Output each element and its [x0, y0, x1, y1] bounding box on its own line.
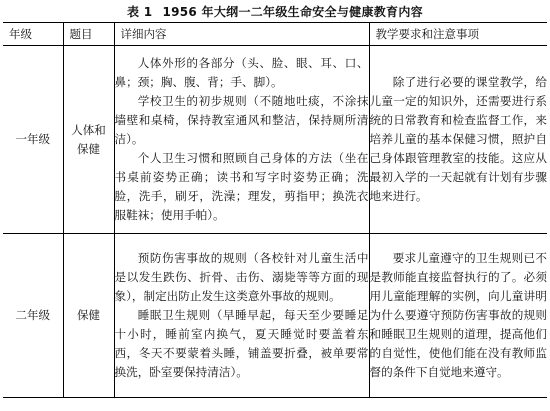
- header-row: [3, 23, 547, 46]
- table-number: 表 1: [127, 5, 153, 19]
- header-grade: 年级: [3, 23, 63, 46]
- topic-cell: [63, 46, 114, 234]
- header-topic: 题目: [63, 23, 114, 46]
- detail-paragraph: 学校卫生的初步规则（不随地吐痰，不涂抹墙壁和桌椅，保持教室通风和整洁，保持厕所清洁）。: [114, 94, 369, 146]
- table-row-grade-2: [3, 234, 547, 398]
- header-requirements: 教学要求和注意事项: [369, 23, 547, 46]
- requirements-cell: [369, 234, 547, 398]
- table-title: 1956 年大纲一二年级生命安全与健康教育内容: [162, 5, 423, 19]
- grade-cell: 二年级: [3, 234, 63, 398]
- detail-paragraph: 个人卫生习惯和照顾自己身体的方法（坐在书桌前姿势正确；读书和写字时姿势正确；洗脸，洗手，刷牙，洗澡；理发，剪指甲；换洗衣服鞋袜；使用手帕）。: [114, 151, 369, 222]
- topic-cell: 保健: [63, 234, 114, 398]
- content-table: [3, 22, 547, 398]
- table-row-grade-1: [3, 46, 547, 234]
- requirements-cell: [369, 46, 547, 234]
- requirements-paragraph: 除了进行必要的课堂教学，给儿童一定的知识外，还需要进行系统的日常教育和检查监督工作，来培养儿童的基本保健习惯，照护自己身体跟管理教室的技能。这应从最初入学的一天起就有计划有步骤地来进行。: [369, 75, 547, 203]
- grade-cell: 一年级: [3, 46, 63, 234]
- detail-paragraph: 睡眠卫生规则（早睡早起，每天至少要睡足十小时，睡前室内换气，夏天睡觉时要盖着东西，冬天不要蒙着头睡，铺盖要折叠，被单要常换洗，卧室要保持清洁）。: [114, 308, 369, 379]
- requirements-paragraph: 要求儿童遵守的卫生规则已不是教师能直接监督执行的了。必须用儿童能理解的实例，向儿童讲明为什么要遵守预防伤害事故的规则和睡眠卫生规则的道理，提高他们的自觉性，使他们能在没有教师监督的条件下自觉地来遵守。: [369, 251, 547, 379]
- header-detail: 详细内容: [114, 23, 369, 46]
- detail-cell: [114, 234, 369, 398]
- topic-line: 人体和: [71, 122, 106, 137]
- detail-paragraph: 预防伤害事故的规则（各校针对儿童生活中是以发生跌伤、折骨、击伤、溺毙等等方面的现象），制定出防止发生这类意外事故的规则。: [114, 251, 369, 303]
- table-caption: [0, 3, 550, 20]
- detail-paragraph: 人体外形的各部分（头、脸、眼、耳、口、鼻；颈；胸、腹、背；手、脚）。: [114, 56, 369, 89]
- detail-cell: [114, 46, 369, 234]
- topic-line: 保健: [77, 141, 100, 156]
